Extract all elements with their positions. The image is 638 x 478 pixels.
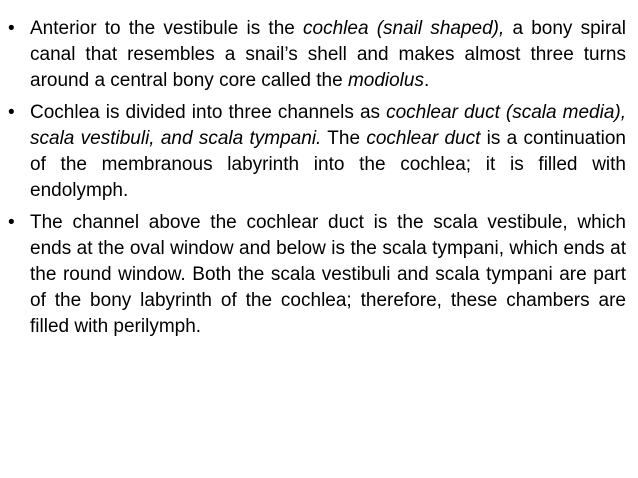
bullet-list [8, 16, 626, 340]
text-run: a bony spiral canal that resembles a snail’s shell and makes almost three turns around a central bony core called the [30, 18, 627, 91]
bullet-item-channels [8, 100, 626, 204]
bullet-icon: • [8, 18, 15, 39]
bullet-item-scala [8, 210, 626, 340]
text-run: The channel above the cochlear duct is the scala vestibule, which ends at the oval window and below is the scala tympani, which ends at the round window. Both the scala vestibuli and scala tympani are part of the bony labyrinth of the cochlea; therefore, these chambers are filled with perilymph. [30, 212, 626, 337]
bullet-icon: • [8, 212, 15, 233]
italic-term: cochlear duct [366, 128, 481, 149]
text-run: Cochlea is divided into three channels as [30, 102, 387, 123]
text-run: is a continuation of the membranous labyrinth into the cochlea; it is filled with endolymph. [30, 128, 626, 201]
italic-term: cochlea (snail shaped), [303, 18, 505, 39]
text-run: The [321, 128, 367, 149]
bullet-icon: • [8, 102, 15, 123]
italic-term: modiolus [347, 70, 424, 91]
italic-term: cochlear duct (scala media), scala vestibuli, and scala tympani. [30, 102, 627, 149]
bullet-item-cochlea [8, 16, 626, 94]
text-run: Anterior to the vestibule is the [30, 18, 304, 39]
text-run: . [423, 70, 430, 91]
